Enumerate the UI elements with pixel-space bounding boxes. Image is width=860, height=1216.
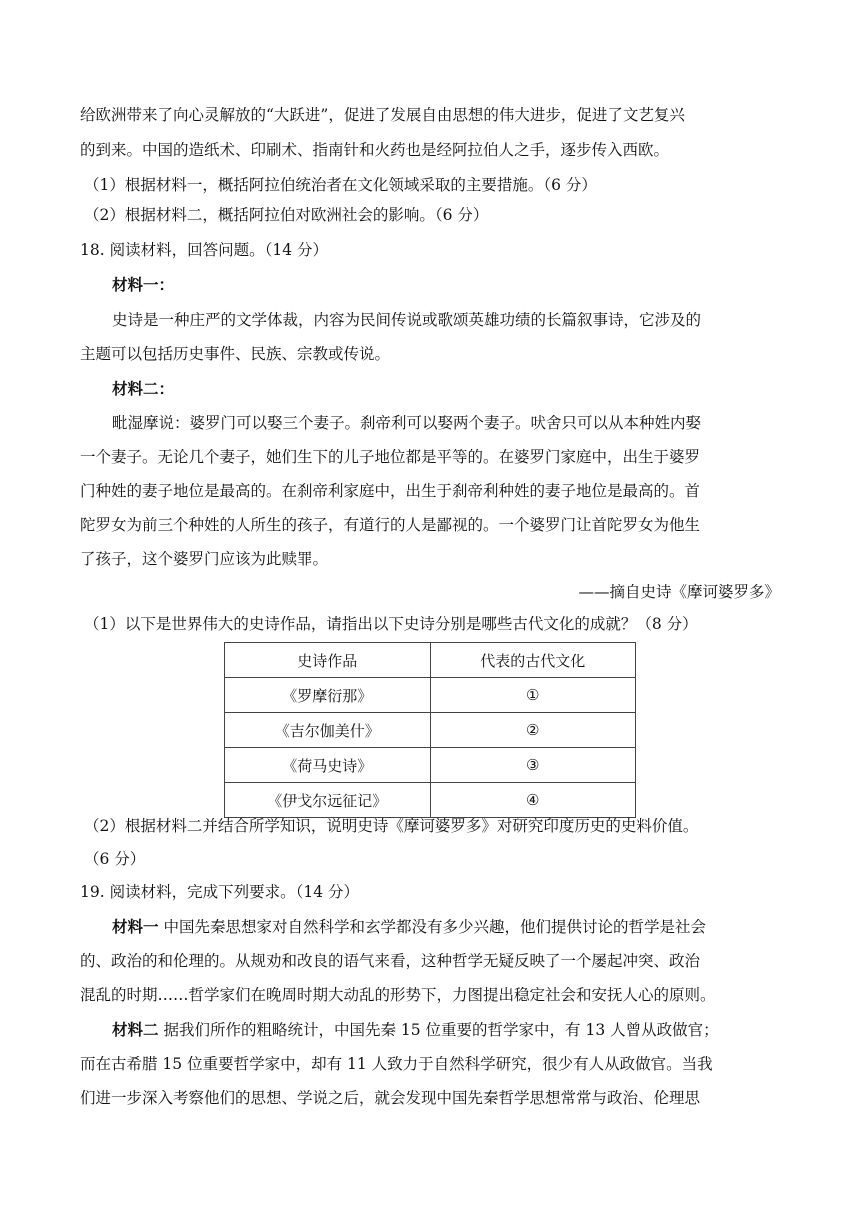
table-header-cell: 史诗作品 (225, 643, 431, 678)
q18-heading: 18. 阅读材料，回答问题。（14 分） (80, 241, 328, 259)
text-line: 中国先秦思想家对自然科学和玄学都没有多少兴趣，他们提供讨论的哲学是社会 (163, 918, 706, 936)
text-line: 陀罗女为前三个种姓的人所生的孩子，有道行的人是鄙视的。一个婆罗门让首陀罗女为他生 (80, 516, 701, 534)
table-cell: ① (430, 678, 636, 713)
text-line: 门种姓的妻子地位是最高的。在刹帝利家庭中，出生于刹帝利种姓的妻子地位是最高的。首 (80, 482, 701, 500)
source-citation: ——摘自史诗《摩诃婆罗多》 (578, 583, 780, 601)
text-line: 主题可以包括历史事件、民族、宗教或传说。 (80, 345, 391, 363)
table-cell: ③ (430, 748, 636, 783)
table-row (225, 783, 636, 818)
table-cell: 《荷马史诗》 (225, 748, 431, 783)
table-row (225, 748, 636, 783)
epic-table (224, 642, 636, 818)
text-line: 了孩子，这个婆罗门应该为此赎罪。 (80, 550, 329, 568)
text-line: 的、政治的和伦理的。从规劝和改良的语气来看，这种哲学无疑反映了一个屡起冲突、政治 (80, 952, 701, 970)
table-cell: ④ (430, 783, 636, 818)
question-2: （2）根据材料二，概括阿拉伯对欧洲社会的影响。（6 分） (84, 206, 489, 224)
text-line: 一个妻子。无论几个妻子，她们生下的儿子地位都是平等的。在婆罗门家庭中，出生于婆罗 (80, 448, 701, 466)
table-cell: 《罗摩衍那》 (225, 678, 431, 713)
q18-material-1-label: 材料一： (112, 275, 175, 294)
text-line: 史诗是一种庄严的文学体裁，内容为民间传说或歌颂英雄功绩的长篇叙事诗，它涉及的 (112, 311, 702, 329)
table-cell: 《吉尔伽美什》 (225, 713, 431, 748)
text-line: 毗湿摩说：婆罗门可以娶三个妻子。刹帝利可以娶两个妻子。吠舍只可以从本种姓内娶 (112, 414, 702, 432)
q19-material-2-label: 材料二 (112, 1020, 159, 1039)
text-line: 给欧洲带来了向心灵解放的“大跃进”，促进了发展自由思想的伟大进步，促进了文艺复兴 (80, 106, 685, 124)
text-line: 混乱的时期……哲学家们在晚周时期大动乱的形势下，力图提出稳定社会和安抚人心的原则。 (80, 986, 716, 1004)
text-line: 据我们所作的粗略统计，中国先秦 15 位重要的哲学家中，有 13 人曾从政做官； (163, 1021, 719, 1039)
q18-subquestion-1: （1）以下是世界伟大的史诗作品，请指出以下史诗分别是哪些古代文化的成就？（8 分） (84, 615, 698, 633)
table-row (225, 713, 636, 748)
table-cell: 《伊戈尔远征记》 (225, 783, 431, 818)
table-row (225, 678, 636, 713)
table-header-cell: 代表的古代文化 (430, 643, 636, 678)
text-line: 们进一步深入考察他们的思想、学说之后，就会发现中国先秦哲学思想常常与政治、伦理思 (80, 1089, 701, 1107)
q19-material-1-label: 材料一 (112, 917, 159, 936)
text-line: （6 分） (84, 850, 146, 868)
text-line: 而在古希腊 15 位重要哲学家中，却有 11 人致力于自然科学研究，很少有人从政做官。当我 (80, 1055, 713, 1073)
text-line (112, 916, 780, 938)
table-cell: ② (430, 713, 636, 748)
question-1: （1）根据材料一，概括阿拉伯统治者在文化领域采取的主要措施。（6 分） (84, 176, 597, 194)
text-line (112, 1019, 780, 1041)
q18-material-2-label: 材料二： (112, 379, 175, 398)
q19-heading: 19. 阅读材料，完成下列要求。（14 分） (80, 883, 359, 901)
q18-subquestion-2: （2）根据材料二并结合所学知识，说明史诗《摩诃婆罗多》对研究印度历史的史料价值。 (84, 817, 699, 835)
table-header-row (225, 643, 636, 678)
text-line: 的到来。中国的造纸术、印刷术、指南针和火药也是经阿拉伯人之手，逐步传入西欧。 (80, 141, 670, 159)
